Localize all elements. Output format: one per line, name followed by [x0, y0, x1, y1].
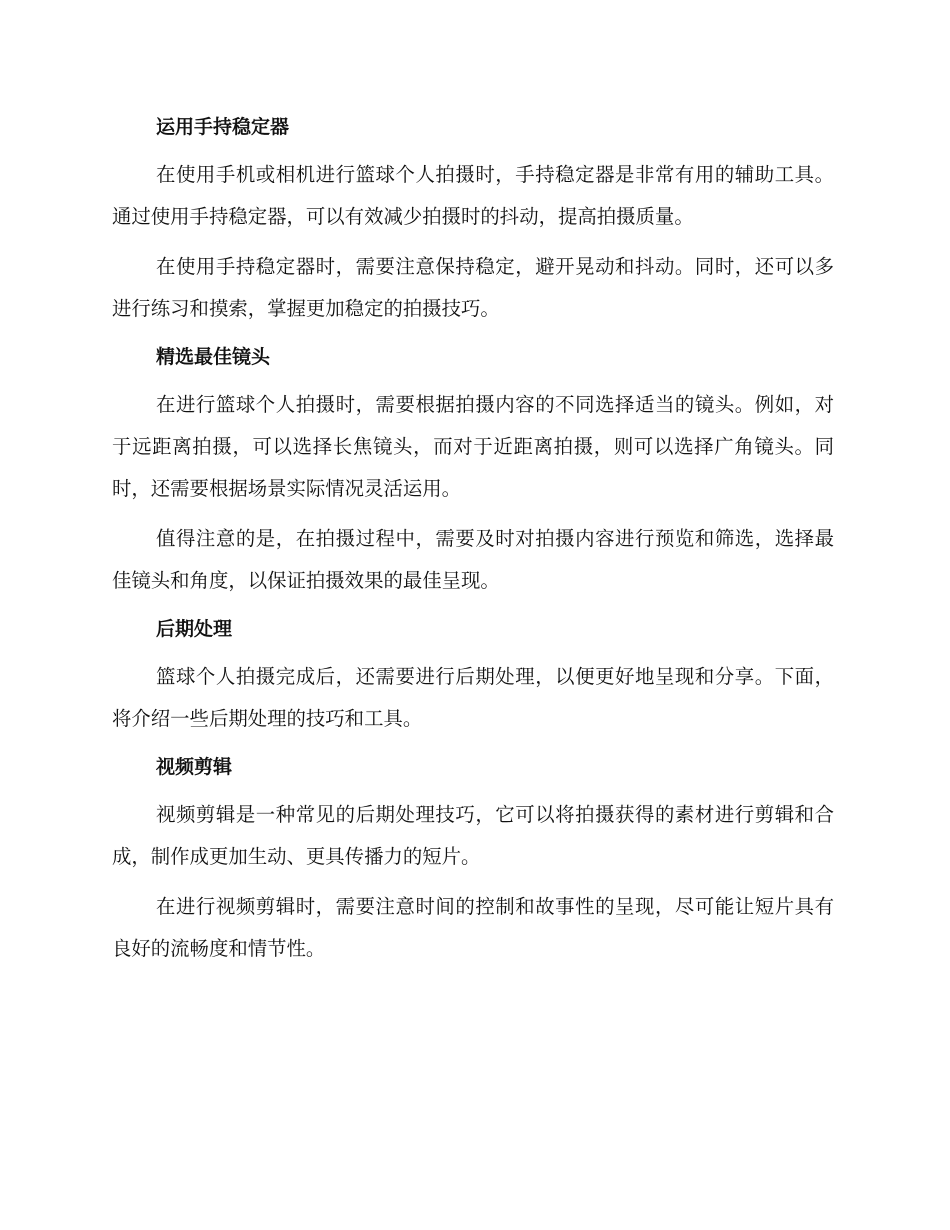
document-page [112, 108, 834, 978]
section-heading-post-processing: 后期处理 [156, 618, 233, 640]
paragraph: 值得注意的是，在拍摄过程中，需要及时对拍摄内容进行预览和筛选，选择最佳镜头和角度，以保证拍摄效果的最佳呈现。 [112, 527, 834, 592]
paragraph: 在进行篮球个人拍摄时，需要根据拍摄内容的不同选择适当的镜头。例如，对于远距离拍摄，可以选择长焦镜头，而对于近距离拍摄，则可以选择广角镜头。同时，还需要根据场景实际情况灵活运用。 [112, 393, 834, 500]
paragraph: 在进行视频剪辑时，需要注意时间的控制和故事性的呈现，尽可能让短片具有良好的流畅度和情节性。 [112, 895, 834, 960]
paragraph: 篮球个人拍摄完成后，还需要进行后期处理，以便更好地呈现和分享。下面，将介绍一些后期处理的技巧和工具。 [112, 665, 834, 730]
section-heading-stabilizer: 运用手持稳定器 [156, 116, 290, 138]
paragraph: 在使用手机或相机进行篮球个人拍摄时，手持稳定器是非常有用的辅助工具。通过使用手持稳定器，可以有效减少拍摄时的抖动，提高拍摄质量。 [112, 163, 834, 228]
section-heading-best-shots: 精选最佳镜头 [156, 346, 271, 368]
section-heading-video-editing: 视频剪辑 [156, 756, 233, 778]
paragraph: 在使用手持稳定器时，需要注意保持稳定，避开晃动和抖动。同时，还可以多进行练习和摸索，掌握更加稳定的拍摄技巧。 [112, 255, 834, 320]
paragraph: 视频剪辑是一种常见的后期处理技巧，它可以将拍摄获得的素材进行剪辑和合成，制作成更加生动、更具传播力的短片。 [112, 803, 834, 868]
